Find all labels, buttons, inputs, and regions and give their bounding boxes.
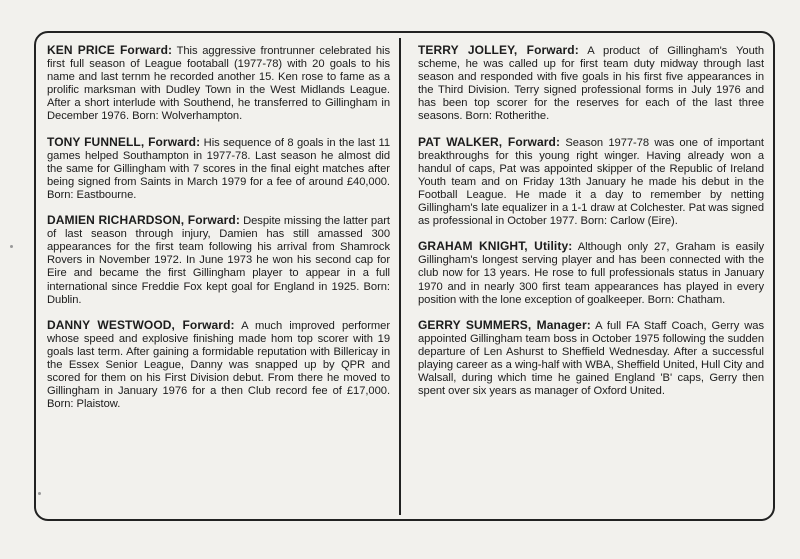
paper-speck [10,245,13,248]
entry-heading: DANNY WESTWOOD, Forward: [47,317,235,332]
entry-heading: GERRY SUMMERS, Manager: [418,317,591,332]
right-column [418,44,764,410]
entry-text: His sequence of 8 goals in the last 11 games helped Southampton in 1977-78. Last season he almost did the same for Gillingham with 7 scores in the final eight matches after being signed from Saints in March 1979 for a fee of around £40,000. Born: Eastbourne. [47,136,390,201]
player-entry-damien-richardson [47,214,390,307]
entry-text: Season 1977-78 was one of important breakthroughs for this young right winger. Having already won a handul of caps, Pat was appointed skipper of the Republic of Ireland Youth team and on Friday 13th January he made his debut in the Football League. He made it a day to remember by netting Gillingham's late equalizer in a 1-1 draw at Colchester. Pat was signed as professional in October 1977. Born: Carlow (Eire). [418,136,764,228]
entry-heading: DAMIEN RICHARDSON, Forward: [47,213,240,228]
entry-heading: GRAHAM KNIGHT, Utility: [418,239,573,254]
column-divider [399,38,401,515]
entry-heading: TERRY JOLLEY, Forward: [418,43,579,57]
entry-text: This aggressive frontrunner celebrated his first full season of League footaball (1977-78) with 20 goals to his name and last ternm he recorded another 15. Ken rose to fame as a prolific marksman with Dudley Town in the West Midlands League. After a short interlude with Southend, he transferred to Gillingham in December 1976. Born: Wolverhampton. [47,45,390,123]
player-entry-graham-knight [418,240,764,306]
player-entry-ken-price [47,44,390,124]
player-entry-danny-westwood [47,319,390,412]
entry-text: A product of Gillingham's Youth scheme, he was called up for first team duty midway through last season and responded with five goals in his first five appearances in the Third Division. Terry signed professional forms in July 1976 and has been top scorer for the reserves for each of the last three seasons. Born: Rotherithe. [418,45,764,123]
manager-entry-gerry-summers [418,319,764,399]
entry-text: A much improved performer whose speed and explosive finishing made hom top scorer with 19 goals last term. After gaining a formidable reputation with Billericay in the Essex Senior League, Danny was snapped up by QPR and scored for them on his First Division debut. From there he moved to Gillingham in January 1976 for a then Club record fee of £17,000. Born: Plaistow. [47,319,390,411]
entry-heading: KEN PRICE Forward: [47,43,173,57]
entry-heading: TONY FUNNELL, Forward: [47,134,201,149]
paper-speck [38,492,41,495]
entry-text: Despite missing the latter part of last season through injury, Damien has still amassed 300 appearances for the first team following his arrival from Shamrock Rovers in November 1972. In June 1973 he won his second cap for Eire and became the first Gillingham player to appear in a full international since Freddie Fox kept goal for England in 1925. Born: Dublin. [47,215,390,306]
player-entry-tony-funnell [47,136,390,202]
player-entry-terry-jolley [418,44,764,124]
player-entry-pat-walker [418,136,764,229]
left-column [47,44,390,423]
entry-text: A full FA Staff Coach, Gerry was appointed Gillingham team boss in October 1975 following the sudden departure of Len Ashurst to Sheffield Wednesday. After a successful playing career as a wing-half with WBA, Sheffield United, Hull City and Walsall, during which time he gained England 'B' caps, Gerry then spent over six years as manager of Oxford United. [418,319,764,398]
entry-text: Although only 27, Graham is easily Gillingham's longest serving player and has been connected with the club now for 13 years. He rose to full professionals status in January 1970 and in nearly 300 first team appearances has played in every position with the lone exception of goalkeeper. Born: Chatham. [418,241,764,306]
entry-heading: PAT WALKER, Forward: [418,134,561,149]
